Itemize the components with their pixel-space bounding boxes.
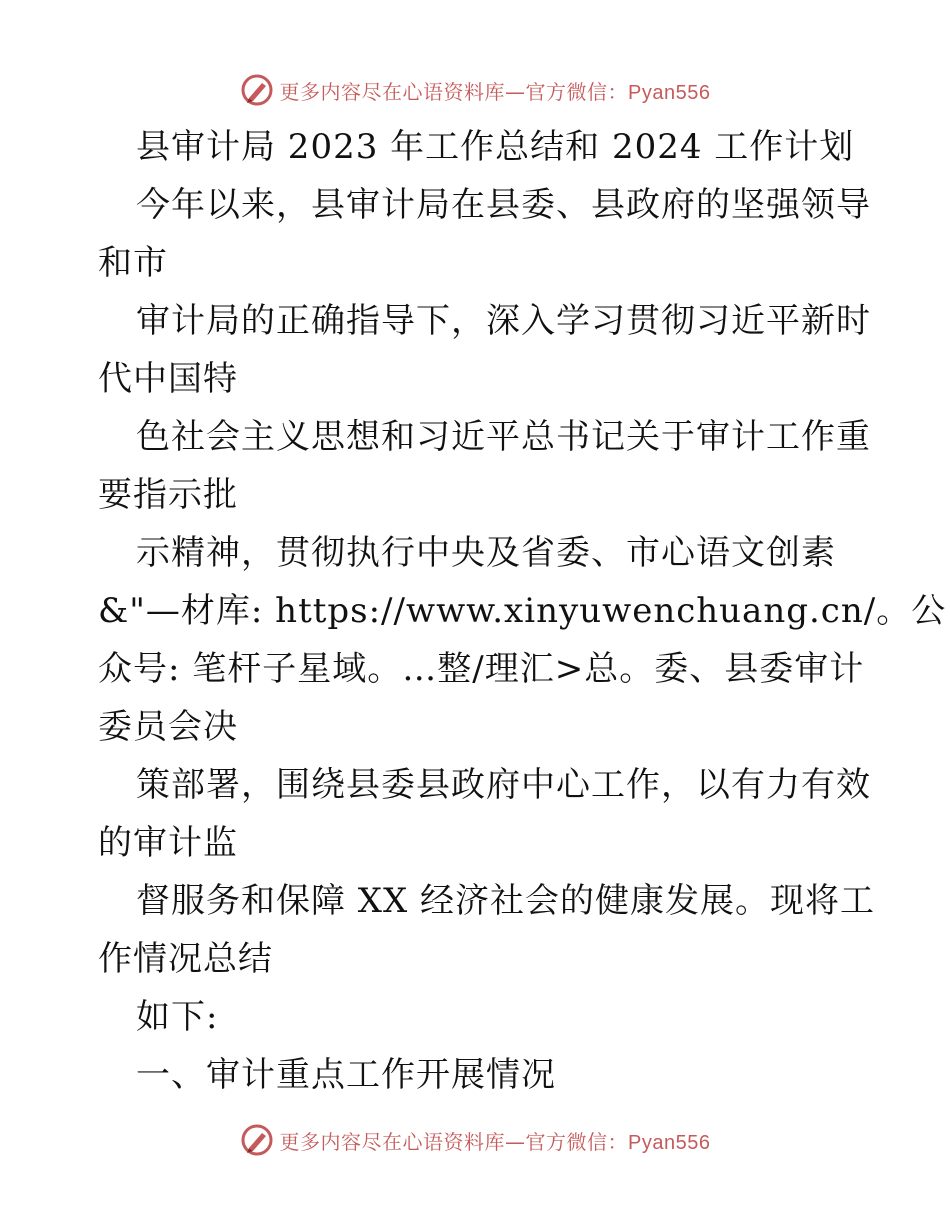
paragraph-line: 今年以来，县审计局在县委、县政府的坚强领导: [136, 185, 871, 225]
section-heading: 一、审计重点工作开展情况: [136, 1055, 556, 1095]
paragraph-line: 委员会决: [98, 707, 238, 747]
paragraph-line: 策部署，围绕县委县政府中心工作，以有力有效: [136, 765, 871, 805]
pen-logo-icon: [240, 73, 274, 107]
paragraph-line: 示精神，贯彻执行中央及省委、市心语文创素: [136, 533, 836, 573]
paragraph-line-with-url: &"—材库: https://www.xinyuwenchuang.cn/。公: [98, 591, 947, 631]
paragraph-line: 审计局的正确指导下，深入学习贯彻习近平新时: [136, 301, 871, 341]
header-watermark-banner: [0, 70, 950, 110]
banner-text: 更多内容尽在心语资料库—官方微信：Pyan556: [279, 1129, 711, 1154]
document-title: 县审计局 2023 年工作总结和 2024 工作计划: [136, 127, 855, 167]
footer-watermark-banner: [0, 1120, 950, 1160]
paragraph-line: 如下:: [136, 997, 219, 1037]
paragraph-line: 众号: 笔杆子星域。…整/理汇>总。委、县委审计: [98, 649, 865, 689]
paragraph-line: 作情况总结: [98, 939, 273, 979]
paragraph-line: 要指示批: [98, 475, 238, 515]
pen-logo-icon: [240, 1123, 274, 1157]
banner-text: 更多内容尽在心语资料库—官方微信：Pyan556: [279, 79, 711, 104]
paragraph-line: 代中国特: [98, 359, 238, 399]
paragraph-line: 色社会主义思想和习近平总书记关于审计工作重: [136, 417, 871, 457]
paragraph-line: 督服务和保障 XX 经济社会的健康发展。现将工: [136, 881, 876, 921]
paragraph-line: 的审计监: [98, 823, 238, 863]
paragraph-line: 和市: [98, 243, 168, 283]
